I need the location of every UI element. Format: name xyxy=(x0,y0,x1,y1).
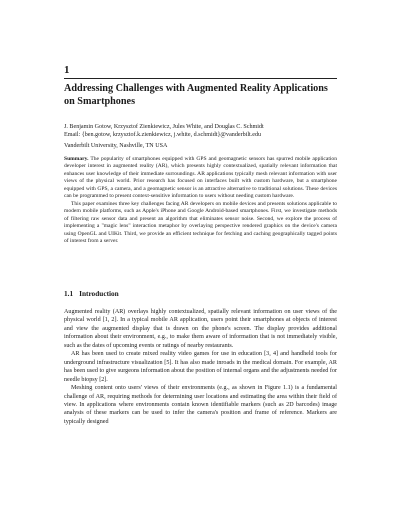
chapter-rule xyxy=(64,78,337,79)
abstract-paragraph: This paper examines three key challenges facing AR developers on mobile devices and presents solutions applicable to modern mobile platforms, such as Apple's iPhone and Google Android-based smartphones. First, we investigate methods of filtering raw sensor data and present an algorithm that eliminates sensor noise. Second, we explore the process of implementing a "magic lens" interaction metaphor by overlaying perspective rendered graphics on the device's camera using OpenGL and UIKit. Third, we provide an efficient technique for fetching and caching geographically tagged points of interest from a server. xyxy=(64,200,337,244)
section-number: 1.1 xyxy=(64,289,74,298)
author-block xyxy=(64,123,344,139)
author-names: J. Benjamin Gotow, Krzysztof Zienkiewicz, Jules White, and Douglas C. Schmidt xyxy=(64,124,264,130)
abstract-text-1: The popularity of smartphones equipped with GPS and geomagnetic sensors has spurred mobile application developer interest in augmented reality (AR), which presents highly contextualized, spatially relevant information that enhances user knowledge of their immediate surroundings. AR applications typically mesh relevant information with user views of the physical world. Prior research has focused on interfaces built with custom hardware, but a smartphone equipped with GPS, a camera, and a geomagnetic sensor is an attractive alternative to traditional solutions. These devices can be programmed to present context-sensitive information to users without needing custom hardware. xyxy=(64,156,337,200)
body-text xyxy=(64,308,337,426)
section-heading xyxy=(64,289,119,298)
body-paragraph: AR has been used to create mixed reality video games for use in education [3, 4] and handheld tools for underground infrastructure visualization [5]. It has also made inroads in the medical domain. For example, AR has been used to give surgeons information about the position of internal organs and the adjustments needed for needle biopsy [2]. xyxy=(64,351,337,383)
section-title: Introduction xyxy=(79,289,119,298)
affiliation: Vanderbilt University, Nashville, TN USA xyxy=(64,143,168,149)
author-email: Email: {ben.gotow, krzysztof.k.zienkiewicz, j.white, d.schmidt}@vanderbilt.edu xyxy=(64,132,262,139)
chapter-number: 1 xyxy=(64,64,70,76)
abstract xyxy=(64,156,337,245)
body-paragraph: Meshing content onto users' views of their environments (e.g., as shown in Figure 1.1) is a fundamental challenge of AR, requiring methods for determining user locations and estimating the area within their field of view. In applications where environments contain known identifiable markers (such as 2D barcodes) image analysis of these markers can be used to infer the camera's position and frame of reference. Markers are typically designed xyxy=(64,385,337,425)
chapter-title: Addressing Challenges with Augmented Reality Applications on Smartphones xyxy=(64,83,328,107)
body-paragraph: Augmented reality (AR) overlays highly contextualized, spatially relevant information on user views of the physical world [1, 2]. In a typical mobile AR application, users point their smartphones at objects of interest and view the augmented display that is drawn on the phone's screen. The display provides additional information about their environment, e.g., to make them aware of information that is not immediately visible, such as the dates of upcoming events or ratings of nearby restaurants. xyxy=(64,309,337,349)
abstract-label: Summary. xyxy=(64,156,89,162)
abstract-paragraph xyxy=(64,156,337,201)
